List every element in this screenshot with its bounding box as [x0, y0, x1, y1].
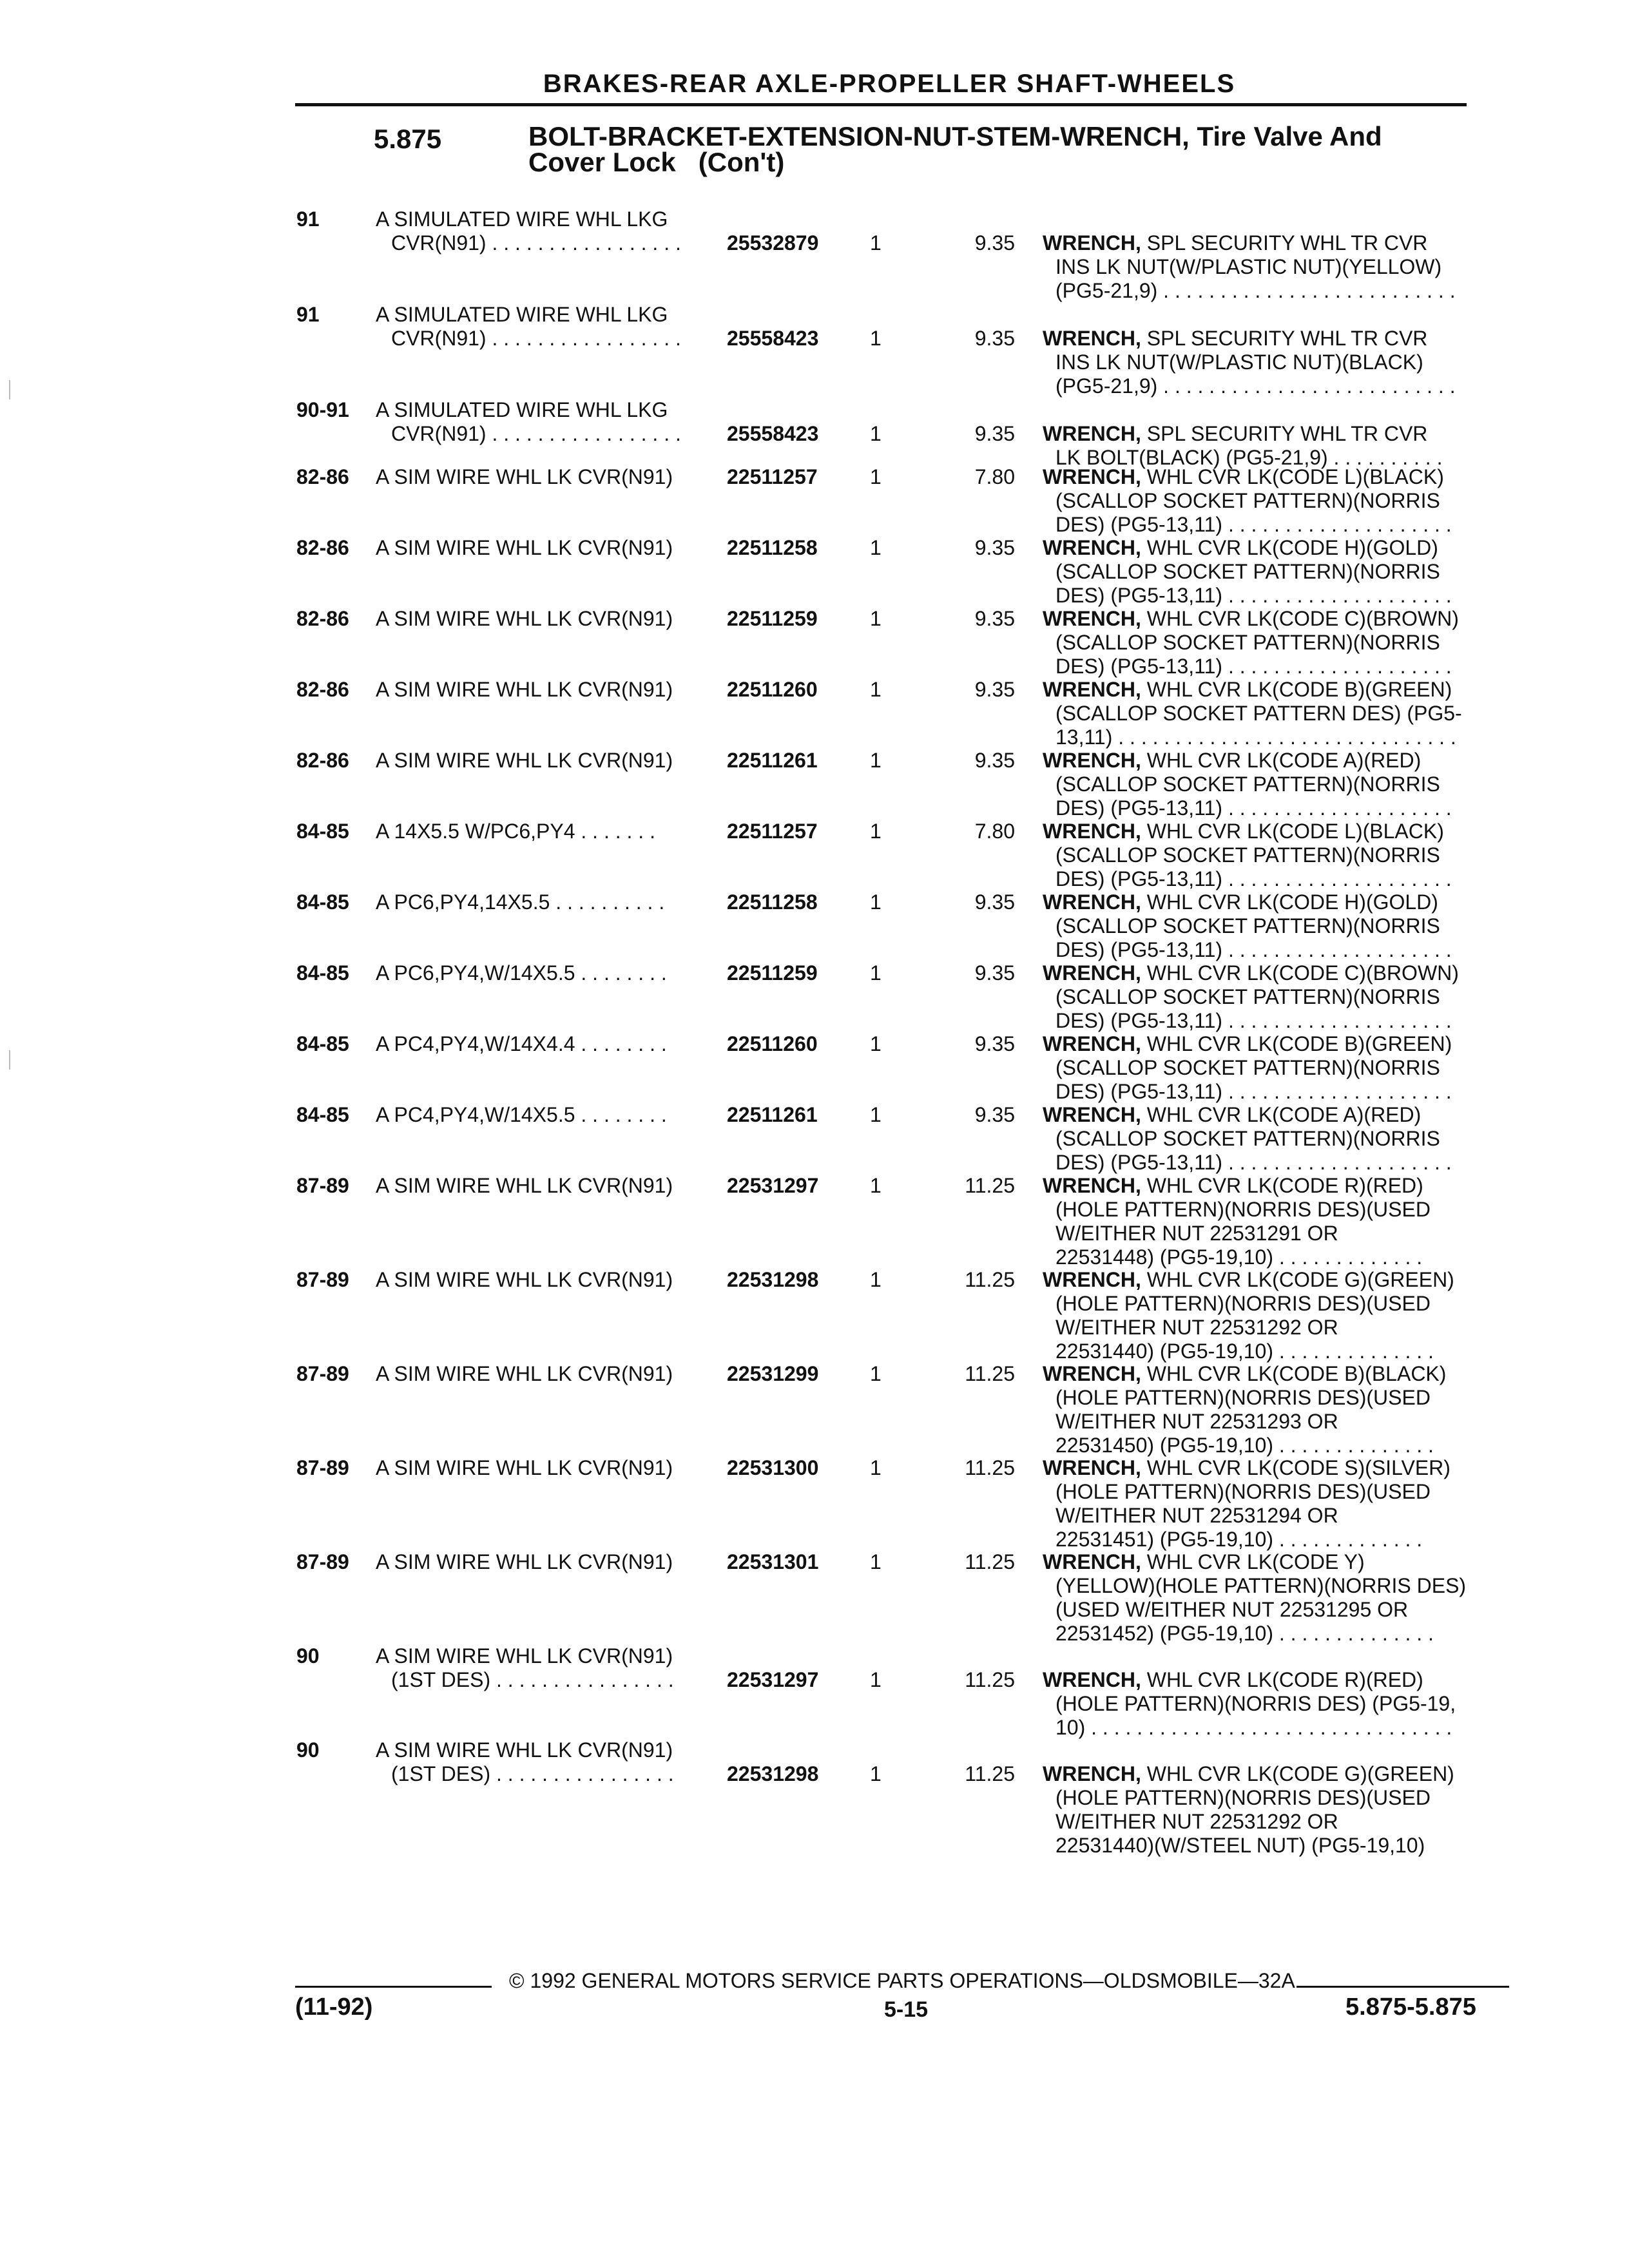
entry-note-line: (SCALLOP SOCKET PATTERN)(NORRIS — [1055, 489, 1440, 512]
entry-part-number: 22531297 — [727, 1668, 819, 1691]
entry-note-line — [1043, 465, 1507, 489]
entry-description-line: (1ST DES) . . . . . . . . . . . . . . . . — [391, 1668, 674, 1691]
footer-rule-left — [295, 1986, 492, 1988]
entry-description — [376, 1174, 717, 1198]
entry-quantity: 1 — [870, 607, 882, 630]
entry-model-years: 90 — [296, 1644, 320, 1667]
entry-description — [376, 303, 717, 351]
entry-note-keyword: WRENCH, — [1043, 1762, 1141, 1785]
entry-note-line: 22531451) (PG5-19,10) . . . . . . . . . . . . . — [1055, 1528, 1423, 1551]
entry-description — [376, 607, 717, 631]
entry-note-line — [1043, 1668, 1507, 1692]
entry-note-keyword: WRENCH, — [1043, 749, 1141, 772]
entry-description-line: A SIMULATED WIRE WHL LKG — [376, 207, 668, 231]
entry-part-number: 25558423 — [727, 327, 819, 350]
entry-quantity: 1 — [870, 961, 882, 985]
entry-note-text: WHL CVR LK(CODE H)(GOLD) — [1141, 890, 1438, 914]
entry-note — [1043, 961, 1507, 1033]
entry-note-keyword: WRENCH, — [1043, 678, 1141, 701]
entry-note-keyword: WRENCH, — [1043, 890, 1141, 914]
entry-model-years: 82-86 — [296, 536, 349, 559]
entry-note-text: WHL CVR LK(CODE A)(RED) — [1141, 1103, 1422, 1126]
entry-note-line — [1043, 1456, 1507, 1480]
entry-quantity: 1 — [870, 231, 882, 255]
entry-note-line — [1043, 1032, 1507, 1056]
entry-quantity: 1 — [870, 422, 882, 445]
entry-note — [1043, 465, 1507, 537]
entry-price: 11.25 — [965, 1174, 1015, 1197]
entry-description-line: A SIMULATED WIRE WHL LKG — [376, 303, 668, 326]
entry-note-line: (HOLE PATTERN)(NORRIS DES)(USED — [1055, 1480, 1431, 1503]
entry-part-number: 22511259 — [727, 961, 818, 985]
entry-note-line — [1043, 678, 1507, 702]
entry-note-text: SPL SECURITY WHL TR CVR — [1141, 327, 1428, 350]
entry-description-line: A 14X5.5 W/PC6,PY4 . . . . . . . — [376, 820, 655, 843]
entry-note-line: DES) (PG5-13,11) . . . . . . . . . . . . . . . . . . . . — [1055, 584, 1452, 607]
page-number: 5-15 — [884, 1997, 929, 2022]
entry-note-keyword: WRENCH, — [1043, 327, 1141, 350]
entry-model-years: 82-86 — [296, 749, 349, 772]
entry-price: 9.35 — [974, 678, 1015, 701]
entry-note-line: (USED W/EITHER NUT 22531295 OR — [1055, 1598, 1409, 1621]
entry-description — [376, 1103, 717, 1127]
entry-note-line — [1043, 422, 1507, 446]
entry-note-text: WHL CVR LK(CODE A)(RED) — [1141, 749, 1422, 772]
entry-note-keyword: WRENCH, — [1043, 1362, 1141, 1385]
section-number: 5.875 — [374, 124, 442, 154]
footer-section-range: 5.875-5.875 — [1345, 1994, 1476, 2021]
entry-quantity: 1 — [870, 1174, 882, 1197]
entry-model-years: 82-86 — [296, 465, 349, 488]
entry-note-line: W/EITHER NUT 22531292 OR — [1055, 1810, 1338, 1833]
entry-quantity: 1 — [870, 1762, 882, 1785]
entry-note — [1043, 1762, 1507, 1858]
entry-note-line — [1043, 961, 1507, 985]
entry-note-keyword: WRENCH, — [1043, 607, 1141, 630]
entry-description-line: A SIM WIRE WHL LK CVR(N91) — [376, 1456, 673, 1479]
footer-copyright: © 1992 GENERAL MOTORS SERVICE PARTS OPERATIONS—OLDSMOBILE—32A — [509, 1969, 1295, 1992]
entry-note-text: WHL CVR LK(CODE B)(GREEN) — [1141, 678, 1452, 701]
entry-price: 9.35 — [974, 890, 1015, 914]
entry-note — [1043, 1174, 1507, 1269]
entry-note-keyword: WRENCH, — [1043, 1456, 1141, 1479]
entry-description-line: A SIM WIRE WHL LK CVR(N91) — [376, 1644, 673, 1667]
entry-note-line: (PG5-21,9) . . . . . . . . . . . . . . . . . . . . . . . . . . — [1055, 279, 1456, 302]
entry-description — [376, 1362, 717, 1386]
entry-note-keyword: WRENCH, — [1043, 1668, 1141, 1691]
entry-note-line: 22531440)(W/STEEL NUT) (PG5-19,10) — [1055, 1834, 1425, 1857]
entry-description-line: A PC4,PY4,W/14X5.5 . . . . . . . . — [376, 1103, 667, 1126]
entry-note-line: DES) (PG5-13,11) . . . . . . . . . . . . . . . . . . . . — [1055, 867, 1452, 890]
entry-quantity: 1 — [870, 465, 882, 488]
entry-note — [1043, 327, 1507, 398]
entry-note-keyword: WRENCH, — [1043, 1268, 1141, 1291]
entry-note-line: (SCALLOP SOCKET PATTERN)(NORRIS — [1055, 773, 1440, 796]
entry-note-line: 22531452) (PG5-19,10) . . . . . . . . . . . . . . — [1055, 1622, 1434, 1645]
entry-note-text: WHL CVR LK(CODE Y) — [1141, 1550, 1365, 1573]
entry-model-years: 84-85 — [296, 890, 349, 914]
entry-part-number: 22511261 — [727, 749, 818, 772]
entry-note-line: (HOLE PATTERN)(NORRIS DES) (PG5-19, — [1055, 1692, 1456, 1715]
entry-note — [1043, 231, 1507, 303]
entry-description — [376, 1738, 717, 1786]
entry-description-line: A SIMULATED WIRE WHL LKG — [376, 398, 668, 421]
section-title — [528, 121, 1469, 177]
entry-note-line: (SCALLOP SOCKET PATTERN)(NORRIS — [1055, 843, 1440, 867]
entry-note-text: WHL CVR LK(CODE L)(BLACK) — [1141, 820, 1444, 843]
entry-price: 9.35 — [974, 231, 1015, 255]
entry-model-years: 87-89 — [296, 1174, 349, 1197]
entry-price: 9.35 — [974, 749, 1015, 772]
entry-quantity: 1 — [870, 1550, 882, 1573]
entry-description-line: A SIM WIRE WHL LK CVR(N91) — [376, 536, 673, 559]
entry-part-number: 22511261 — [727, 1103, 818, 1126]
entry-description — [376, 1550, 717, 1574]
entry-price: 11.25 — [965, 1668, 1015, 1691]
entry-note-line — [1043, 607, 1507, 631]
entry-note-text: WHL CVR LK(CODE L)(BLACK) — [1141, 465, 1444, 488]
entry-note — [1043, 1550, 1507, 1646]
entry-note-line: (HOLE PATTERN)(NORRIS DES)(USED — [1055, 1386, 1431, 1409]
entry-note — [1043, 678, 1507, 749]
entry-note-line — [1043, 1362, 1507, 1386]
entry-model-years: 84-85 — [296, 1103, 349, 1126]
entry-price: 9.35 — [974, 607, 1015, 630]
page-header: BRAKES-REAR AXLE-PROPELLER SHAFT-WHEELS — [543, 70, 1236, 98]
entry-note-line: W/EITHER NUT 22531291 OR — [1055, 1222, 1338, 1245]
entry-note-line: DES) (PG5-13,11) . . . . . . . . . . . . . . . . . . . . — [1055, 513, 1452, 536]
footer-date: (11-92) — [295, 1994, 373, 2021]
entry-quantity: 1 — [870, 536, 882, 559]
entry-note-line: (SCALLOP SOCKET PATTERN)(NORRIS — [1055, 631, 1440, 654]
entry-note-line: DES) (PG5-13,11) . . . . . . . . . . . . . . . . . . . . — [1055, 1151, 1452, 1174]
entry-description-line: A SIM WIRE WHL LK CVR(N91) — [376, 465, 673, 488]
entry-description-line: A SIM WIRE WHL LK CVR(N91) — [376, 749, 673, 772]
entry-note-line: (HOLE PATTERN)(NORRIS DES)(USED — [1055, 1198, 1431, 1221]
entry-note — [1043, 536, 1507, 608]
entry-model-years: 84-85 — [296, 820, 349, 843]
entry-note-line: 22531448) (PG5-19,10) . . . . . . . . . . . . . — [1055, 1245, 1423, 1269]
entry-description — [376, 749, 717, 773]
entry-part-number: 22511257 — [727, 820, 818, 843]
entry-note-text: WHL CVR LK(CODE R)(RED) — [1141, 1668, 1423, 1691]
entry-note-line: DES) (PG5-13,11) . . . . . . . . . . . . . . . . . . . . — [1055, 1080, 1452, 1103]
entry-part-number: 22511258 — [727, 890, 818, 914]
entry-part-number: 25558423 — [727, 422, 819, 445]
entry-part-number: 22531299 — [727, 1362, 819, 1385]
entry-note-line: DES) (PG5-13,11) . . . . . . . . . . . . . . . . . . . . — [1055, 938, 1452, 961]
header-rule — [295, 103, 1467, 106]
entry-note-line: LK BOLT(BLACK) (PG5-21,9) . . . . . . . . . . — [1055, 446, 1443, 469]
entry-description — [376, 1456, 717, 1480]
entry-part-number: 22531298 — [727, 1268, 819, 1291]
entry-price: 9.35 — [974, 1032, 1015, 1055]
entry-model-years: 91 — [296, 207, 320, 231]
entry-description-line: A PC6,PY4,W/14X5.5 . . . . . . . . — [376, 961, 667, 985]
entry-note — [1043, 1456, 1507, 1552]
entry-description-line: CVR(N91) . . . . . . . . . . . . . . . . . — [391, 422, 681, 445]
entry-description — [376, 207, 717, 255]
entry-note-keyword: WRENCH, — [1043, 820, 1141, 843]
entry-model-years: 84-85 — [296, 1032, 349, 1055]
entry-note-line: (SCALLOP SOCKET PATTERN)(NORRIS — [1055, 1127, 1440, 1150]
entry-quantity: 1 — [870, 1668, 882, 1691]
entry-note-line — [1043, 1762, 1507, 1786]
entry-model-years: 90-91 — [296, 398, 349, 421]
entry-part-number: 22531297 — [727, 1174, 819, 1197]
section-title-line2: Cover Lock (Con't) — [528, 147, 785, 177]
entry-note-text: WHL CVR LK(CODE B)(GREEN) — [1141, 1032, 1452, 1055]
entry-part-number: 25532879 — [727, 231, 819, 255]
entry-description-line: CVR(N91) . . . . . . . . . . . . . . . . . — [391, 231, 681, 255]
entry-note-keyword: WRENCH, — [1043, 1174, 1141, 1197]
entry-note — [1043, 890, 1507, 962]
entry-model-years: 82-86 — [296, 607, 349, 630]
entry-note — [1043, 1268, 1507, 1363]
entry-model-years: 87-89 — [296, 1268, 349, 1291]
entry-model-years: 87-89 — [296, 1362, 349, 1385]
entry-quantity: 1 — [870, 327, 882, 350]
entry-model-years: 90 — [296, 1738, 320, 1762]
entry-note-text: SPL SECURITY WHL TR CVR — [1141, 231, 1428, 255]
entry-note-line: W/EITHER NUT 22531292 OR — [1055, 1316, 1338, 1339]
entry-quantity: 1 — [870, 1362, 882, 1385]
entry-description — [376, 536, 717, 560]
entry-description-line: A SIM WIRE WHL LK CVR(N91) — [376, 1550, 673, 1573]
entry-description — [376, 1032, 717, 1056]
entry-description-line: A SIM WIRE WHL LK CVR(N91) — [376, 1268, 673, 1291]
entry-model-years: 84-85 — [296, 961, 349, 985]
entry-note — [1043, 1103, 1507, 1175]
entry-note-line — [1043, 1103, 1507, 1127]
entry-note-line: (SCALLOP SOCKET PATTERN)(NORRIS — [1055, 985, 1440, 1008]
entry-part-number: 22511260 — [727, 1032, 818, 1055]
entry-note-line: (SCALLOP SOCKET PATTERN)(NORRIS — [1055, 914, 1440, 937]
entry-note-keyword: WRENCH, — [1043, 465, 1141, 488]
entry-note-line: (HOLE PATTERN)(NORRIS DES)(USED — [1055, 1786, 1431, 1809]
entry-note-line: 10) . . . . . . . . . . . . . . . . . . . . . . . . . . . . . . . . — [1055, 1716, 1452, 1739]
entry-model-years: 87-89 — [296, 1550, 349, 1573]
entry-quantity: 1 — [870, 820, 882, 843]
entry-note-line: (HOLE PATTERN)(NORRIS DES)(USED — [1055, 1292, 1431, 1315]
entry-note-keyword: WRENCH, — [1043, 1032, 1141, 1055]
entry-note-text: SPL SECURITY WHL TR CVR — [1141, 422, 1428, 445]
entry-note — [1043, 422, 1507, 470]
entry-note-keyword: WRENCH, — [1043, 1103, 1141, 1126]
entry-model-years: 91 — [296, 303, 320, 326]
scan-mark-bottom — [9, 1050, 10, 1070]
entry-note-line — [1043, 327, 1507, 351]
entry-price: 11.25 — [965, 1762, 1015, 1785]
entry-note — [1043, 749, 1507, 820]
entry-quantity: 1 — [870, 1268, 882, 1291]
entry-quantity: 1 — [870, 1032, 882, 1055]
entry-note-line: DES) (PG5-13,11) . . . . . . . . . . . . . . . . . . . . — [1055, 796, 1452, 820]
entry-price: 9.35 — [974, 422, 1015, 445]
entry-note — [1043, 1362, 1507, 1457]
entry-note — [1043, 1668, 1507, 1740]
entry-price: 11.25 — [965, 1456, 1015, 1479]
entry-note-keyword: WRENCH, — [1043, 1550, 1141, 1573]
entry-note-text: WHL CVR LK(CODE H)(GOLD) — [1141, 536, 1438, 559]
entry-description-line: A SIM WIRE WHL LK CVR(N91) — [376, 1174, 673, 1197]
entry-note — [1043, 1032, 1507, 1104]
entry-note — [1043, 607, 1507, 678]
entry-part-number: 22511258 — [727, 536, 818, 559]
entry-description — [376, 465, 717, 489]
entry-note-line — [1043, 1550, 1507, 1574]
entry-note-line: INS LK NUT(W/PLASTIC NUT)(BLACK) — [1055, 351, 1423, 374]
entry-note-text: WHL CVR LK(CODE C)(BROWN) — [1141, 961, 1459, 985]
entry-note-text: WHL CVR LK(CODE C)(BROWN) — [1141, 607, 1459, 630]
entry-price: 9.35 — [974, 327, 1015, 350]
entry-part-number: 22511259 — [727, 607, 818, 630]
entry-price: 9.35 — [974, 1103, 1015, 1126]
entry-note-line — [1043, 890, 1507, 914]
entry-note-line: W/EITHER NUT 22531293 OR — [1055, 1410, 1338, 1433]
footer-rule-right — [1296, 1986, 1509, 1988]
entry-description — [376, 398, 717, 446]
entry-note-line: 13,11) . . . . . . . . . . . . . . . . . . . . . . . . . . . . . . — [1055, 726, 1456, 749]
entry-model-years: 82-86 — [296, 678, 349, 701]
entry-note-line: (SCALLOP SOCKET PATTERN)(NORRIS — [1055, 560, 1440, 583]
entry-note-keyword: WRENCH, — [1043, 961, 1141, 985]
entry-price: 11.25 — [965, 1268, 1015, 1291]
entry-note-text: WHL CVR LK(CODE B)(BLACK) — [1141, 1362, 1447, 1385]
entry-part-number: 22511260 — [727, 678, 818, 701]
entry-description-line: A PC6,PY4,14X5.5 . . . . . . . . . . — [376, 890, 665, 914]
entry-note-text: WHL CVR LK(CODE R)(RED) — [1141, 1174, 1423, 1197]
entry-note-line — [1043, 1174, 1507, 1198]
entry-description-line: CVR(N91) . . . . . . . . . . . . . . . . . — [391, 327, 681, 350]
entry-quantity: 1 — [870, 678, 882, 701]
entry-note-line: DES) (PG5-13,11) . . . . . . . . . . . . . . . . . . . . — [1055, 655, 1452, 678]
entry-note-line — [1043, 1268, 1507, 1292]
entry-description-line: A PC4,PY4,W/14X4.4 . . . . . . . . — [376, 1032, 667, 1055]
entry-description — [376, 1644, 717, 1692]
entry-note-text: WHL CVR LK(CODE G)(GREEN) — [1141, 1762, 1454, 1785]
entry-price: 9.35 — [974, 961, 1015, 985]
entry-price: 7.80 — [974, 820, 1015, 843]
entry-note-line — [1043, 820, 1507, 843]
entry-description-line: A SIM WIRE WHL LK CVR(N91) — [376, 1738, 673, 1762]
entry-description-line: A SIM WIRE WHL LK CVR(N91) — [376, 607, 673, 630]
entry-part-number: 22531301 — [727, 1550, 819, 1573]
entry-price: 9.35 — [974, 536, 1015, 559]
entry-note-line: W/EITHER NUT 22531294 OR — [1055, 1504, 1338, 1527]
entry-part-number: 22531298 — [727, 1762, 819, 1785]
entry-note-line: (SCALLOP SOCKET PATTERN)(NORRIS — [1055, 1056, 1440, 1079]
entry-note-keyword: WRENCH, — [1043, 536, 1141, 559]
entry-quantity: 1 — [870, 749, 882, 772]
entry-note-line — [1043, 749, 1507, 773]
entry-model-years: 87-89 — [296, 1456, 349, 1479]
entry-description-line: A SIM WIRE WHL LK CVR(N91) — [376, 1362, 673, 1385]
scan-mark-top — [9, 380, 10, 399]
entry-note-line: (PG5-21,9) . . . . . . . . . . . . . . . . . . . . . . . . . . — [1055, 374, 1456, 398]
entry-part-number: 22511257 — [727, 465, 818, 488]
entry-price: 11.25 — [965, 1362, 1015, 1385]
entry-description — [376, 820, 717, 843]
entry-description — [376, 890, 717, 914]
entry-note-line: (SCALLOP SOCKET PATTERN DES) (PG5- — [1055, 702, 1462, 725]
entry-note-text: WHL CVR LK(CODE G)(GREEN) — [1141, 1268, 1454, 1291]
entry-price: 7.80 — [974, 465, 1015, 488]
entry-note-line: 22531450) (PG5-19,10) . . . . . . . . . . . . . . — [1055, 1434, 1434, 1457]
entry-note-line: (YELLOW)(HOLE PATTERN)(NORRIS DES) — [1055, 1574, 1467, 1597]
entry-description — [376, 1268, 717, 1292]
entry-note — [1043, 820, 1507, 891]
entry-note-text: WHL CVR LK(CODE S)(SILVER) — [1141, 1456, 1451, 1479]
entry-quantity: 1 — [870, 890, 882, 914]
entry-note-keyword: WRENCH, — [1043, 422, 1141, 445]
entry-price: 11.25 — [965, 1550, 1015, 1573]
entry-quantity: 1 — [870, 1103, 882, 1126]
entry-note-line — [1043, 536, 1507, 560]
entry-description-line: A SIM WIRE WHL LK CVR(N91) — [376, 678, 673, 701]
entry-note-line: 22531440) (PG5-19,10) . . . . . . . . . . . . . . — [1055, 1340, 1434, 1363]
entry-description-line: (1ST DES) . . . . . . . . . . . . . . . . — [391, 1762, 674, 1785]
entry-note-line: DES) (PG5-13,11) . . . . . . . . . . . . . . . . . . . . — [1055, 1009, 1452, 1032]
entry-quantity: 1 — [870, 1456, 882, 1479]
entry-note-line — [1043, 231, 1507, 255]
entry-note-keyword: WRENCH, — [1043, 231, 1141, 255]
entry-description — [376, 678, 717, 702]
entry-part-number: 22531300 — [727, 1456, 819, 1479]
entry-note-line: INS LK NUT(W/PLASTIC NUT)(YELLOW) — [1055, 255, 1442, 278]
entry-description — [376, 961, 717, 985]
section-title-line1: BOLT-BRACKET-EXTENSION-NUT-STEM-WRENCH, Tire Valve And — [528, 121, 1382, 151]
